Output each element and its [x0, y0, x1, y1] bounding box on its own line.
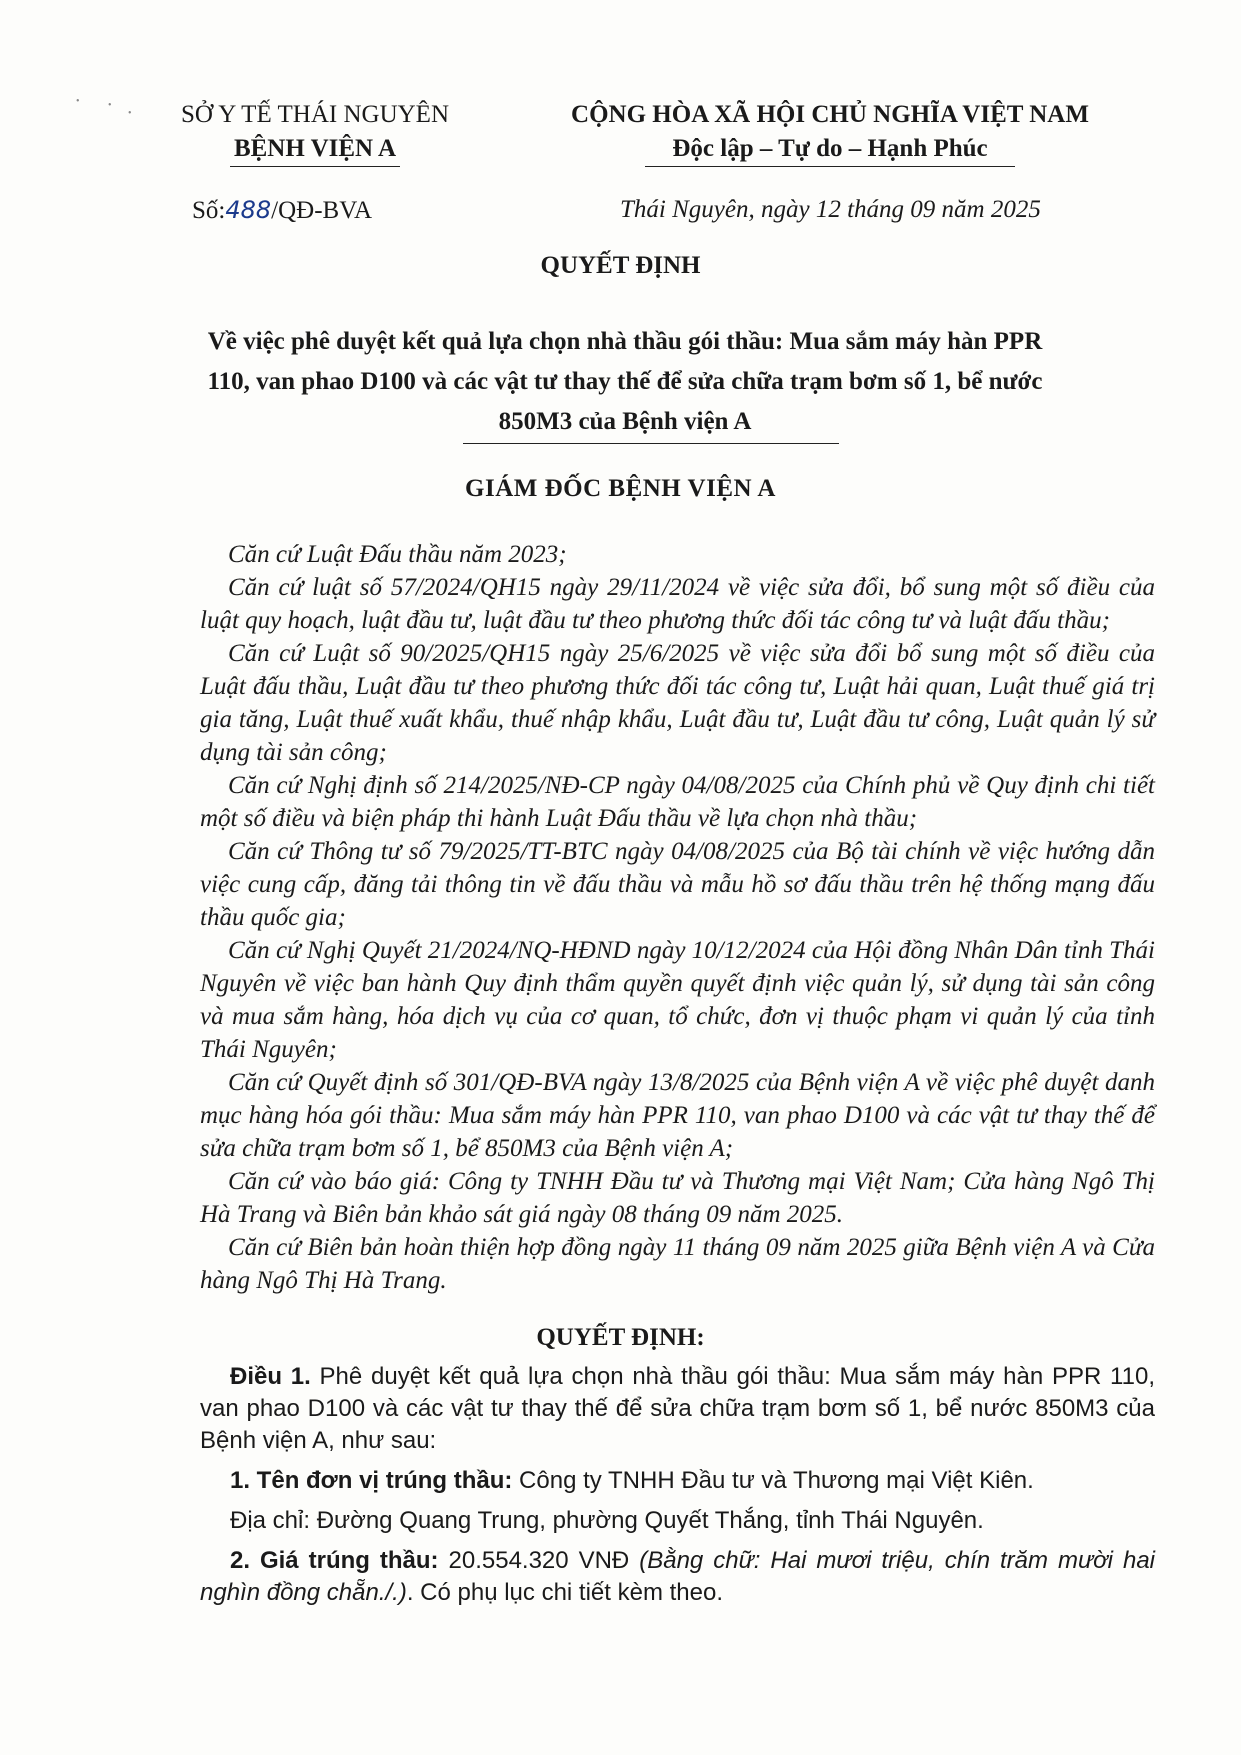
motto: Độc lập – Tự do – Hạnh Phúc	[672, 135, 988, 162]
winner-value: Công ty TNHH Đầu tư và Thương mại Việt Kiên.	[512, 1467, 1034, 1494]
scan-speck: •	[108, 100, 112, 111]
handwritten-number: 488	[225, 196, 272, 224]
decision-heading: QUYẾT ĐỊNH:	[536, 1324, 705, 1351]
article-text: Phê duyệt kết quả lựa chọn nhà thầu gói thầu: Mua sắm máy hàn PPR 110, van phao D100 và các vật tư thay thế để sửa chữa trạm bơm số 1, bể nước 850M3 của Bệnh viện A, như sau:	[200, 1363, 1155, 1454]
legal-basis: Căn cứ Nghị Quyết 21/2024/NQ-HĐND ngày 10/12/2024 của Hội đồng Nhân Dân tỉnh Thái Nguyên về việc ban hành Quy định thẩm quyền quyết định việc quản lý, sử dụng tài sản công và mua sắm hàng, hóa dịch vụ của cơ quan, tổ chức, đơn vị thuộc phạm vi quản lý của tỉnh Thái Nguyên;	[200, 937, 1155, 1063]
unit-name: BỆNH VIỆN A	[233, 135, 397, 162]
issuer-block	[140, 98, 490, 167]
legal-basis: Căn cứ luật số 57/2024/QH15 ngày 29/11/2024 về việc sửa đổi, bổ sung một số điều của luật quy hoạch, luật đầu tư, luật đầu tư theo phương thức đối tác công tư và luật đấu thầu;	[200, 574, 1155, 634]
winner-line	[200, 1465, 1155, 1497]
national-heading	[530, 98, 1130, 167]
authority-heading: GIÁM ĐỐC BỆNH VIỆN A	[465, 475, 776, 502]
number-prefix: Số:	[192, 197, 226, 224]
agency-name: SỞ Y TẾ THÁI NGUYÊN	[180, 101, 450, 128]
document-number	[192, 196, 372, 225]
address-line: Địa chỉ: Đường Quang Trung, phường Quyết Thắng, tỉnh Thái Nguyên.	[230, 1507, 984, 1534]
article-1-intro	[200, 1361, 1155, 1457]
legal-basis: Căn cứ Luật số 90/2025/QH15 ngày 25/6/2025 về việc sửa đổi bổ sung một số điều của Luật đấu thầu, Luật đầu tư theo phương thức đối tác công tư, Luật hải quan, Luật thuế giá trị gia tăng, Luật thuế xuất khẩu, thuế nhập khẩu, Luật đầu tư, Luật đầu tư công, Luật quản lý sử dụng tài sản công;	[200, 640, 1155, 766]
motto-underline	[645, 166, 1015, 167]
legal-bases	[200, 538, 1155, 1297]
price-tail: . Có phụ lục chi tiết kèm theo.	[406, 1579, 723, 1606]
price-value: 20.554.320 VNĐ	[438, 1547, 640, 1574]
document-subject	[110, 322, 1140, 442]
document-title: QUYẾT ĐỊNH	[540, 252, 701, 279]
legal-basis: Căn cứ Quyết định số 301/QĐ-BVA ngày 13/8/2025 của Bệnh viện A về việc phê duyệt danh mục hàng hóa gói thầu: Mua sắm máy hàn PPR 110, van phao D100 và các vật tư thay thế để sửa chữa trạm bơm số 1, bể 850M3 của Bệnh viện A;	[200, 1069, 1155, 1162]
scan-speck: •	[128, 108, 132, 119]
place-date: Thái Nguyên, ngày 12 tháng 09 năm 2025	[620, 196, 1041, 223]
subject-line: Về việc phê duyệt kết quả lựa chọn nhà thầu gói thầu: Mua sắm máy hàn PPR	[207, 328, 1043, 355]
price-label: 2. Giá trúng thầu:	[230, 1547, 439, 1574]
legal-basis: Căn cứ vào báo giá: Công ty TNHH Đầu tư và Thương mại Việt Nam; Cửa hàng Ngô Thị Hà Trang và Biên bản khảo sát giá ngày 08 tháng 09 năm 2025.	[200, 1168, 1155, 1228]
country-name: CỘNG HÒA XÃ HỘI CHỦ NGHĨA VIỆT NAM	[571, 101, 1089, 128]
price-in-words: (Bằng chữ: Hai mươi triệu, chín trăm mười hai nghìn đồng chẵn./.)	[200, 1547, 1155, 1606]
subject-line: 110, van phao D100 và các vật tư thay thế để sửa chữa trạm bơm số 1, bể nước	[207, 368, 1043, 395]
price-line	[200, 1545, 1155, 1609]
scan-speck: •	[76, 96, 80, 107]
article-1	[200, 1361, 1155, 1609]
legal-basis: Căn cứ Nghị định số 214/2025/NĐ-CP ngày 04/08/2025 của Chính phủ về Quy định chi tiết một số điều và biện pháp thi hành Luật Đấu thầu về lựa chọn nhà thầu;	[200, 772, 1155, 832]
article-label: Điều 1.	[230, 1363, 311, 1390]
legal-basis: Căn cứ Luật Đấu thầu năm 2023;	[228, 541, 567, 568]
legal-basis: Căn cứ Biên bản hoàn thiện hợp đồng ngày 11 tháng 09 năm 2025 giữa Bệnh viện A và Cửa hàng Ngô Thị Hà Trang.	[200, 1234, 1155, 1294]
subject-line: 850M3 của Bệnh viện A	[498, 408, 752, 435]
number-suffix: /QĐ-BVA	[271, 197, 373, 224]
subject-separator	[463, 443, 839, 444]
winner-label: 1. Tên đơn vị trúng thầu:	[230, 1467, 513, 1494]
unit-underline	[230, 166, 400, 167]
legal-basis: Căn cứ Thông tư số 79/2025/TT-BTC ngày 04/08/2025 của Bộ tài chính về việc hướng dẫn việc cung cấp, đăng tải thông tin về đấu thầu và mẫu hồ sơ đấu thầu trên hệ thống mạng đấu thầu quốc gia;	[200, 838, 1155, 931]
